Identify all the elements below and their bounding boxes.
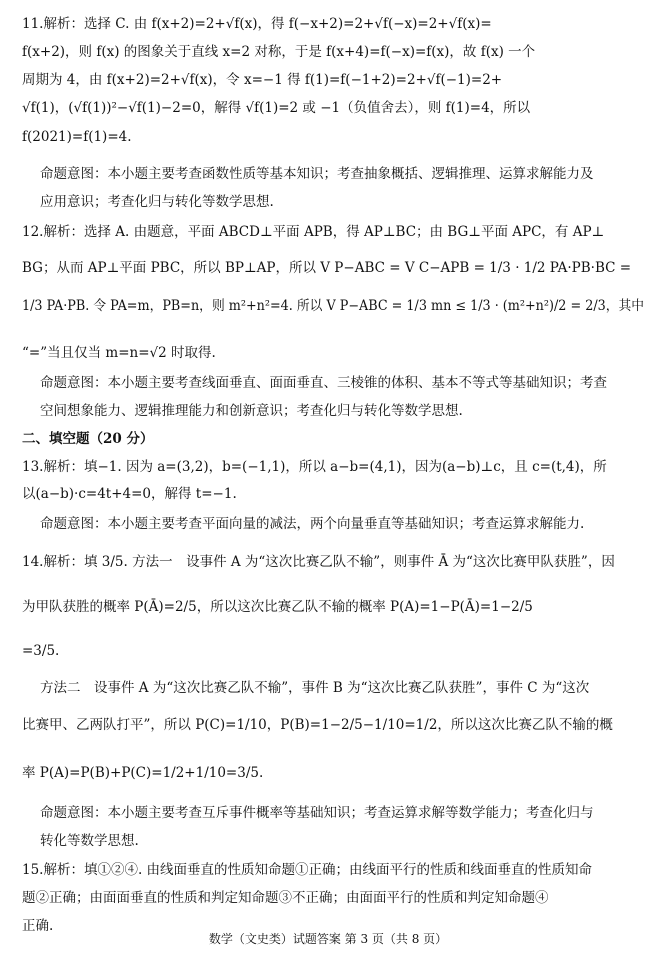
text-line: BG；从而 AP⊥平面 PBC，所以 BP⊥AP，所以 V P−ABC = V C−APB = 1/3 · 1/2 PA·PB·BC =	[22, 260, 632, 276]
text-line: 二、填空题（20 分）	[22, 431, 154, 447]
text-line: 1/3 PA·PB. 令 PA=m，PB=n，则 m²+n²=4. 所以 V P−ABC = 1/3 mn ≤ 1/3 · (m²+n²)/2 = 2/3，其中	[22, 298, 645, 314]
text-line: “=”当且仅当 m=n=√2 时取得.	[22, 345, 216, 361]
text-line: 应用意识；考查化归与转化等数学思想.	[40, 194, 274, 210]
text-line: 空间想象能力、逻辑推理能力和创新意识；考查化归与转化等数学思想.	[40, 403, 463, 419]
text-line: f(2021)=f(1)=4.	[22, 129, 132, 145]
text-line: 12.解析：选择 A. 由题意，平面 ABCD⊥平面 APB，得 AP⊥BC；由 BG⊥平面 APC，有 AP⊥	[22, 224, 605, 240]
text-line: 以(a−b)·c=4t+4=0，解得 t=−1.	[22, 486, 237, 502]
text-line: 率 P(A)=P(B)+P(C)=1/2+1/10=3/5.	[22, 765, 264, 781]
text-line: 命题意图：本小题主要考查线面垂直、面面垂直、三棱锥的体积、基本不等式等基础知识；考查	[40, 375, 607, 391]
page-footer: 数学（文史类）试题答案 第 3 页（共 8 页）	[208, 932, 448, 946]
text-line: 为甲队获胜的概率 P(Ā)=2/5，所以这次比赛乙队不输的概率 P(A)=1−P(Ā)=1−2/5	[22, 599, 533, 615]
text-line: 命题意图：本小题主要考查函数性质等基本知识；考查抽象概括、逻辑推理、运算求解能力及	[40, 166, 594, 182]
text-line: 15.解析：填①②④. 由线面垂直的性质知命题①正确；由线面平行的性质和线面垂直的性质知命	[22, 862, 593, 878]
text-line: f(x+2)，则 f(x) 的图象关于直线 x=2 对称，于是 f(x+4)=f(−x)=f(x)，故 f(x) 一个	[22, 44, 536, 60]
text-line: 比赛甲、乙两队打平”，所以 P(C)=1/10，P(B)=1−2/5−1/10=1/2，所以这次比赛乙队不输的概	[22, 717, 613, 733]
text-line: 正确.	[22, 918, 54, 934]
text-line: =3/5.	[22, 643, 60, 659]
text-line: 命题意图：本小题主要考查平面向量的减法，两个向量垂直等基础知识；考查运算求解能力.	[40, 516, 585, 532]
text-line: 周期为 4，由 f(x+2)=2+√f(x)，令 x=−1 得 f(1)=f(−1+2)=2+√f(−1)=2+	[22, 72, 503, 88]
text-line: 11.解析：选择 C. 由 f(x+2)=2+√f(x)，得 f(−x+2)=2+√f(−x)=2+√f(x)=	[22, 16, 492, 32]
text-line: 命题意图：本小题主要考查互斥事件概率等基础知识；考查运算求解等数学能力；考查化归与	[40, 805, 594, 821]
text-line: 转化等数学思想.	[40, 833, 139, 849]
text-line: 题②正确；由面面垂直的性质和判定知命题③不正确；由面面平行的性质和判定知命题④	[22, 890, 549, 906]
text-line: √f(1)，(√f(1))²−√f(1)−2=0，解得 √f(1)=2 或 −1（负值舍去），则 f(1)=4，所以	[22, 100, 531, 116]
text-line: 13.解析：填−1. 因为 a=(3,2)，b=(−1,1)，所以 a−b=(4,1)，因为(a−b)⊥c，且 c=(t,4)，所	[22, 459, 607, 475]
text-line: 14.解析：填 3/5. 方法一 设事件 A 为“这次比赛乙队不输”，则事件 Ā 为“这次比赛甲队获胜”，因	[22, 554, 615, 570]
text-line: 方法二 设事件 A 为“这次比赛乙队不输”，事件 B 为“这次比赛乙队获胜”，事件 C 为“这次	[40, 680, 590, 696]
